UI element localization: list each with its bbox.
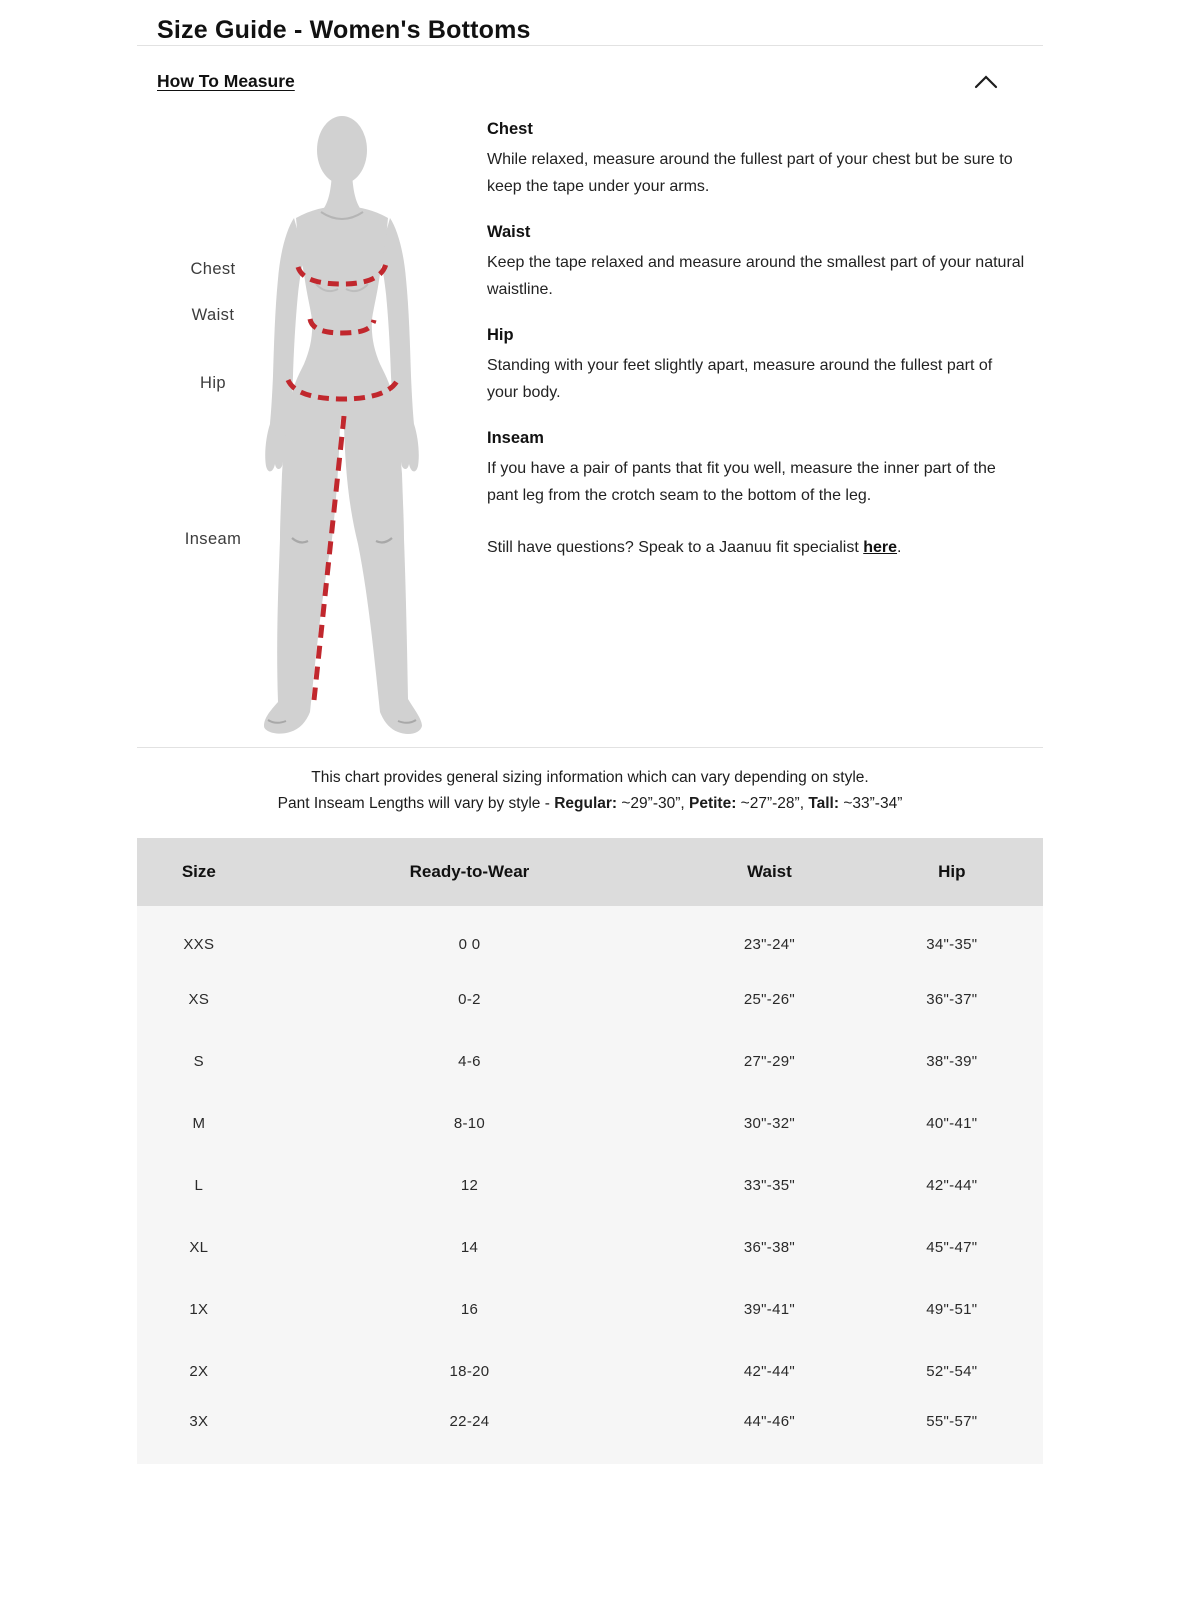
table-cell: XL: [189, 1238, 209, 1256]
note-text-segment: Pant Inseam Lengths will vary by style -: [277, 795, 555, 812]
measurement-description: Keep the tape relaxed and measure around the smallest part of your natural waistline.: [487, 254, 1025, 298]
measure-item: [487, 326, 1027, 406]
table-row-m: [137, 1092, 1043, 1154]
table-cell: 30"-32": [743, 1114, 795, 1132]
table-row-xl: [137, 1216, 1043, 1278]
table-cell: 3X: [189, 1413, 209, 1430]
table-cell: 16: [460, 1300, 479, 1318]
figure-label-waist: Waist: [191, 306, 235, 324]
table-cell: 2X: [189, 1362, 209, 1380]
note-text-segment: ~27”-28”,: [736, 795, 809, 812]
sizing-note-line1: This chart provides general sizing information which can vary depending on style.: [311, 769, 869, 786]
measurement-heading: Hip: [487, 326, 514, 344]
table-cell: 1X: [189, 1300, 209, 1318]
measure-item: [487, 429, 1027, 509]
bottom-divider: [137, 747, 1043, 748]
table-cell: 23"-24": [743, 936, 795, 953]
note-text-segment: ~33”-34”: [839, 795, 903, 812]
table-row-3x: [137, 1402, 1043, 1464]
table-row-l: [137, 1154, 1043, 1216]
size-chart-table: [137, 838, 1043, 1464]
column-header-waist: Waist: [678, 838, 860, 906]
silhouette-head: [317, 116, 367, 184]
table-cell: 14: [460, 1238, 479, 1256]
table-cell: XXS: [183, 936, 215, 953]
measurement-description: Standing with your feet slightly apart, measure around the fullest part of your body.: [487, 357, 993, 401]
column-header-size: Size: [137, 838, 261, 906]
measure-item: [487, 120, 1027, 200]
how-to-measure-title: How To Measure: [157, 71, 295, 91]
column-header-ready-to-wear: Ready-to-Wear: [261, 838, 679, 906]
note-style-label: Tall:: [808, 795, 840, 812]
table-cell: 0 0: [458, 936, 481, 953]
table-cell: M: [192, 1114, 206, 1132]
table-cell: 36"-37": [926, 990, 978, 1008]
measurement-heading: Inseam: [487, 429, 544, 447]
measurement-heading: Waist: [487, 223, 531, 241]
table-cell: 33"-35": [743, 1176, 795, 1194]
table-cell: 55"-57": [926, 1413, 978, 1430]
measurement-description: If you have a pair of pants that fit you well, measure the inner part of the pant leg from the crotch seam to the bottom of the leg.: [487, 460, 996, 504]
table-row-2x: [137, 1340, 1043, 1402]
page-title: Size Guide - Women's Bottoms: [157, 16, 531, 44]
measurement-description: While relaxed, measure around the fullest part of your chest but be sure to keep the tape under your arms.: [487, 151, 1013, 195]
table-cell: 42"-44": [926, 1176, 978, 1194]
fit-specialist-link[interactable]: here: [863, 539, 898, 556]
fit-specialist-note: [487, 535, 1027, 561]
table-cell: L: [194, 1176, 204, 1194]
fit-specialist-text: Still have questions? Speak to a Jaanuu fit specialist: [487, 539, 864, 556]
table-cell: 36"-38": [743, 1238, 795, 1256]
table-cell: 22-24: [449, 1413, 490, 1430]
table-cell: 44"-46": [743, 1413, 795, 1430]
table-cell: 27"-29": [743, 1052, 795, 1070]
table-cell: 34"-35": [926, 936, 978, 953]
body-measurement-diagram: [157, 114, 487, 747]
table-cell: 8-10: [453, 1114, 486, 1132]
table-cell: 45"-47": [926, 1238, 978, 1256]
how-to-measure-header[interactable]: [137, 46, 1043, 92]
table-cell: 12: [460, 1176, 479, 1194]
table-cell: 49"-51": [926, 1300, 978, 1318]
chevron-up-icon[interactable]: [974, 74, 998, 89]
table-row-1x: [137, 1278, 1043, 1340]
figure-label-chest: Chest: [190, 260, 236, 278]
table-cell: 38"-39": [926, 1052, 978, 1070]
size-chart-body: [137, 906, 1043, 1464]
column-header-hip: Hip: [861, 838, 1043, 906]
table-cell: 4-6: [458, 1052, 481, 1070]
note-style-label: Regular:: [554, 795, 618, 812]
table-cell: 39"-41": [743, 1300, 795, 1318]
size-guide-content: [137, 16, 1043, 1464]
measurement-heading: Chest: [487, 120, 533, 138]
size-chart-header: [137, 838, 1043, 906]
measure-list: [487, 120, 1027, 509]
figure-label-inseam: Inseam: [184, 530, 242, 548]
sizing-note-line2: [137, 795, 1043, 813]
measure-item: [487, 223, 1027, 303]
table-cell: 40"-41": [926, 1114, 978, 1132]
table-cell: XS: [188, 990, 210, 1008]
measure-instructions: [487, 114, 1027, 747]
table-row-xs: [137, 968, 1043, 1030]
note-text-segment: ~29”-30”,: [617, 795, 689, 812]
table-cell: 42"-44": [743, 1362, 795, 1380]
table-row-xxs: [137, 906, 1043, 968]
how-to-measure-section: [137, 92, 1043, 747]
size-chart-header-row: [137, 838, 1043, 906]
fit-specialist-period: .: [897, 539, 902, 556]
table-cell: S: [193, 1052, 204, 1070]
table-cell: 0-2: [458, 990, 481, 1008]
table-cell: 52"-54": [926, 1362, 978, 1380]
note-style-label: Petite:: [689, 795, 737, 812]
body-silhouette-figure: [232, 114, 452, 744]
table-row-s: [137, 1030, 1043, 1092]
table-cell: 18-20: [449, 1362, 490, 1380]
table-cell: 25"-26": [743, 990, 795, 1008]
figure-label-hip: Hip: [200, 374, 226, 392]
